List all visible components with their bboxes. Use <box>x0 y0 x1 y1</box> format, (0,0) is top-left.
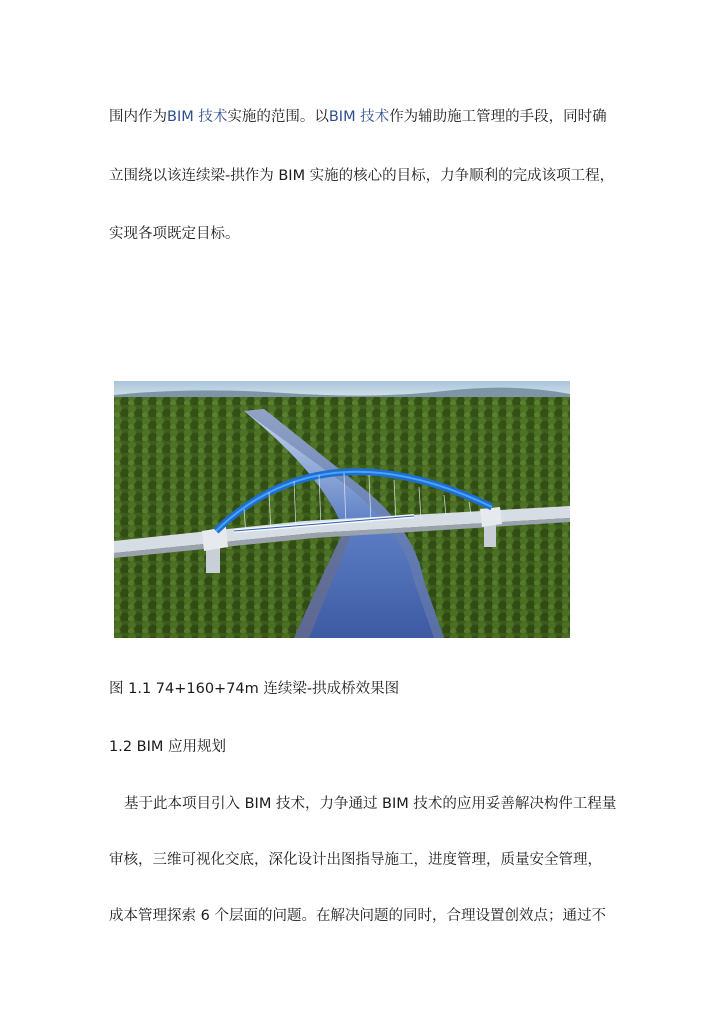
bim-technology-link[interactable]: BIM 技术 <box>167 109 228 125</box>
paragraph-2-line-1: 基于此本项目引入 BIM 技术，力争通过 BIM 技术的应用妥善解决构件工程量 <box>124 796 617 812</box>
text-segment: 围内作为 <box>109 109 167 125</box>
paragraph-1-line-3: 实现各项既定目标。 <box>109 226 240 242</box>
text-segment: 实施的范围。以 <box>227 109 329 125</box>
paragraph-2-line-2: 审核，三维可视化交底，深化设计出图指导施工，进度管理，质量安全管理， <box>109 852 602 868</box>
text-segment: 作为辅助施工管理的手段，同时确 <box>389 109 607 125</box>
paragraph-1-line-2: 立围绕以该连续梁-拱作为 BIM 实施的核心的目标，力争顺利的完成该项工程， <box>109 168 615 184</box>
paragraph-1-line-1 <box>109 107 607 127</box>
paragraph-2-line-3: 成本管理探索 6 个层面的问题。在解决问题的同时，合理设置创效点；通过不 <box>109 908 606 924</box>
section-heading: 1.2 BIM 应用规划 <box>109 739 227 755</box>
bim-technology-link[interactable]: BIM 技术 <box>328 109 390 125</box>
figure-caption: 图 1.1 74+160+74m 连续梁-拱成桥效果图 <box>109 681 400 697</box>
bridge-rendering-image <box>114 381 570 638</box>
